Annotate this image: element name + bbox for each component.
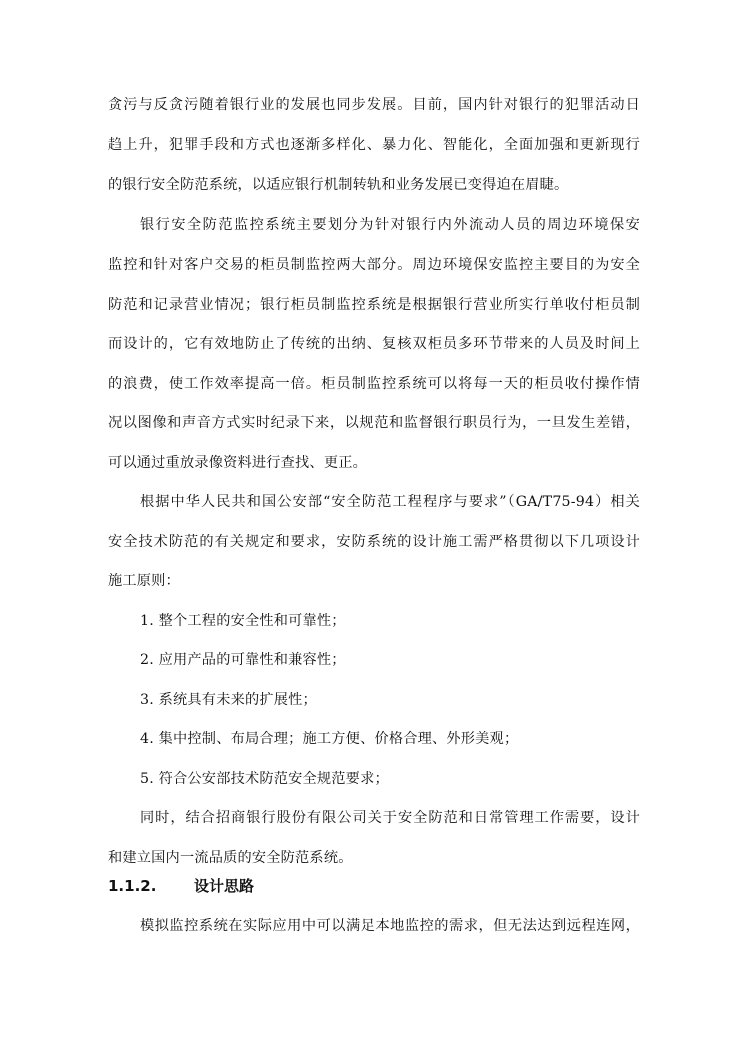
section-number: 1.1.2.	[108, 877, 157, 895]
principle-item-4: 4. 集中控制、布局合理；施工方便、价格合理、外形美观；	[140, 731, 519, 747]
principle-item-5: 5. 符合公安部技术防范安全规范要求；	[140, 771, 389, 787]
paragraph-4-line-1: 同时，结合招商银行股份有限公司关于安全防范和日常管理工作需要，设计	[140, 810, 640, 826]
principle-item-2: 2. 应用产品的可靠性和兼容性；	[140, 652, 346, 668]
principle-item-1: 1. 整个工程的安全性和可靠性；	[140, 613, 346, 629]
paragraph-3-line-1: 根据中华人民共和国公安部“安全防范工程程序与要求”（GA/T75-94）相关	[140, 494, 640, 510]
paragraph-2-line-2: 监控和针对客户交易的柜员制监控两大部分。周边环境保安监控主要目的为安全	[108, 257, 640, 273]
paragraph-4-line-2: 和建立国内一流品质的安全防范系统。	[108, 850, 353, 866]
paragraph-2-line-7: 可以通过重放录像资料进行查找、更正。	[108, 455, 367, 471]
paragraph-1-line-2: 趋上升，犯罪手段和方式也逐渐多样化、暴力化、智能化，全面加强和更新现行	[108, 137, 640, 153]
section-title: 设计思路	[194, 877, 255, 895]
principle-item-3: 3. 系统具有未来的扩展性；	[140, 692, 317, 708]
paragraph-3-line-3: 施工原则：	[108, 573, 180, 589]
paragraph-3-line-2: 安全技术防范的有关规定和要求，安防系统的设计施工需严格贯彻以下几项设计	[108, 534, 640, 550]
paragraph-1-line-1: 贪污与反贪污随着银行业的发展也同步发展。目前，国内针对银行的犯罪活动日	[108, 97, 640, 113]
section-heading	[108, 876, 254, 896]
paragraph-2-line-6: 况以图像和声音方式实时纪录下来，以规范和监督银行职员行为，一旦发生差错，	[108, 415, 640, 431]
paragraph-2-line-1: 银行安全防范监控系统主要划分为针对银行内外流动人员的周边环境保安	[140, 217, 640, 233]
paragraph-2-line-4: 而设计的，它有效地防止了传统的出纳、复核双柜员多环节带来的人员及时间上	[108, 336, 640, 352]
paragraph-2-line-3: 防范和记录营业情况；银行柜员制监控系统是根据银行营业所实行单收付柜员制	[108, 297, 640, 313]
paragraph-1-line-3: 的银行安全防范系统，以适应银行机制转轨和业务发展已变得迫在眉睫。	[108, 177, 569, 193]
paragraph-5-line-1: 模拟监控系统在实际应用中可以满足本地监控的需求，但无法达到远程连网，	[140, 918, 640, 934]
paragraph-2-line-5: 的浪费，使工作效率提高一倍。柜员制监控系统可以将每一天的柜员收付操作情	[108, 376, 640, 392]
